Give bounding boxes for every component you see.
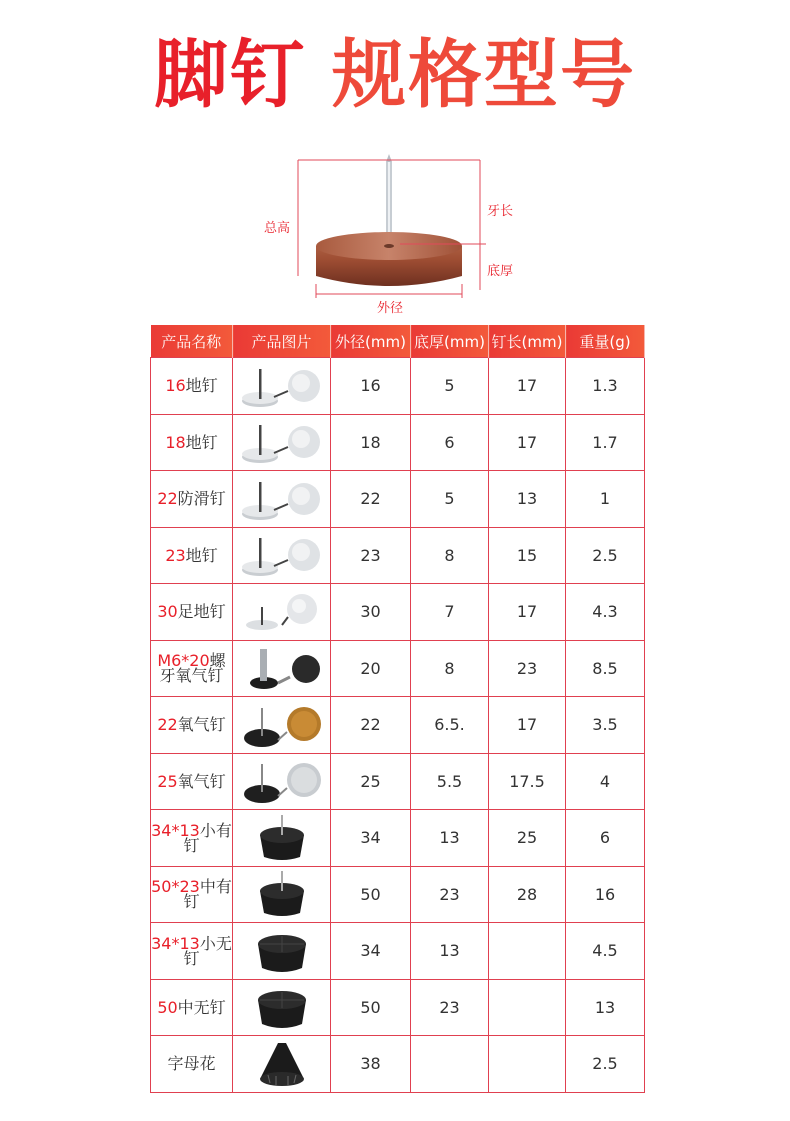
product-image <box>233 979 331 1036</box>
product-name <box>151 527 233 584</box>
table-header-row <box>151 325 645 358</box>
cell-base-thickness: 23 <box>411 979 489 1036</box>
table-row <box>151 866 645 923</box>
product-name-text: 小有钉 <box>183 820 232 855</box>
cell-outer-diameter: 22 <box>331 697 411 754</box>
product-name-text: 螺牙氧气钉 <box>159 651 226 686</box>
product-name <box>151 923 233 980</box>
cell-weight: 2.5 <box>566 527 645 584</box>
table-row <box>151 697 645 754</box>
cell-nail-length: 17.5 <box>489 753 566 810</box>
product-image <box>233 527 331 584</box>
cell-nail-length: 17 <box>489 414 566 471</box>
cell-weight: 4.5 <box>566 923 645 980</box>
table-row <box>151 753 645 810</box>
header-weight: 重量(g) <box>566 325 645 358</box>
cell-nail-length: 25 <box>489 810 566 867</box>
product-image <box>233 584 331 641</box>
cell-base-thickness: 6 <box>411 414 489 471</box>
product-name-text: 中无钉 <box>177 997 226 1017</box>
table-row <box>151 923 645 980</box>
cell-nail-length <box>489 1036 566 1093</box>
cell-nail-length: 23 <box>489 640 566 697</box>
product-name-number: 34*13 <box>151 933 200 953</box>
product-image <box>233 1036 331 1093</box>
product-name <box>151 1036 233 1093</box>
product-name-text: 字母花 <box>167 1054 216 1074</box>
cell-weight: 6 <box>566 810 645 867</box>
product-name-number: 50 <box>157 997 178 1017</box>
product-name <box>151 697 233 754</box>
product-name-number: M6*20 <box>157 651 210 671</box>
product-name <box>151 979 233 1036</box>
label-total-height: 总高 <box>264 221 291 236</box>
title-part2: 规格型号 <box>332 32 636 118</box>
product-name-text: 中有钉 <box>183 877 232 912</box>
table-row <box>151 414 645 471</box>
cell-weight: 4.3 <box>566 584 645 641</box>
cell-nail-length <box>489 979 566 1036</box>
product-name <box>151 584 233 641</box>
table-row <box>151 810 645 867</box>
product-name <box>151 414 233 471</box>
cell-weight: 16 <box>566 866 645 923</box>
cell-outer-diameter: 38 <box>331 1036 411 1093</box>
cell-outer-diameter: 22 <box>331 471 411 528</box>
cell-nail-length <box>489 923 566 980</box>
cell-outer-diameter: 16 <box>331 358 411 415</box>
nail-diagram-image <box>250 150 550 320</box>
product-name <box>151 471 233 528</box>
cell-nail-length: 15 <box>489 527 566 584</box>
cell-weight: 13 <box>566 979 645 1036</box>
cell-nail-length: 17 <box>489 358 566 415</box>
product-image <box>233 923 331 980</box>
product-name <box>151 810 233 867</box>
product-image <box>233 640 331 697</box>
product-name <box>151 358 233 415</box>
product-image <box>233 810 331 867</box>
table-row <box>151 358 645 415</box>
cell-outer-diameter: 50 <box>331 979 411 1036</box>
cell-weight: 1.7 <box>566 414 645 471</box>
cell-base-thickness: 7 <box>411 584 489 641</box>
header-outer-diameter: 外径(mm) <box>331 325 411 358</box>
product-image <box>233 358 331 415</box>
product-image <box>233 471 331 528</box>
table-row <box>151 471 645 528</box>
spec-table <box>150 325 645 1093</box>
cell-base-thickness: 8 <box>411 527 489 584</box>
product-name-text: 地钉 <box>185 376 218 396</box>
cell-base-thickness: 13 <box>411 810 489 867</box>
product-image <box>233 866 331 923</box>
cell-weight: 4 <box>566 753 645 810</box>
cell-outer-diameter: 20 <box>331 640 411 697</box>
table-row <box>151 584 645 641</box>
header-base-thickness: 底厚(mm) <box>411 325 489 358</box>
label-thread-length: 牙长 <box>487 204 514 219</box>
cell-base-thickness: 23 <box>411 866 489 923</box>
product-image <box>233 753 331 810</box>
table-row <box>151 527 645 584</box>
cell-outer-diameter: 34 <box>331 923 411 980</box>
product-name-text: 氧气钉 <box>177 715 226 735</box>
cell-nail-length: 28 <box>489 866 566 923</box>
product-name <box>151 753 233 810</box>
cell-base-thickness: 5.5 <box>411 753 489 810</box>
product-name-text: 氧气钉 <box>177 771 226 791</box>
product-name <box>151 640 233 697</box>
page-title <box>0 30 790 120</box>
product-name-number: 34*13 <box>151 820 200 840</box>
dimension-diagram <box>250 150 550 320</box>
title-part1: 脚钉 <box>154 32 306 118</box>
cell-weight: 3.5 <box>566 697 645 754</box>
product-name-number: 22 <box>157 715 178 735</box>
cell-base-thickness: 5 <box>411 471 489 528</box>
product-name-text: 足地钉 <box>177 602 226 622</box>
cell-base-thickness: 13 <box>411 923 489 980</box>
cell-outer-diameter: 30 <box>331 584 411 641</box>
cell-outer-diameter: 34 <box>331 810 411 867</box>
product-name-number: 18 <box>165 432 186 452</box>
product-image <box>233 697 331 754</box>
cell-outer-diameter: 18 <box>331 414 411 471</box>
product-name-text: 小无钉 <box>183 933 232 968</box>
cell-base-thickness: 5 <box>411 358 489 415</box>
cell-outer-diameter: 25 <box>331 753 411 810</box>
cell-nail-length: 13 <box>489 471 566 528</box>
label-base-thickness: 底厚 <box>487 264 514 279</box>
table-row <box>151 979 645 1036</box>
product-name-text: 地钉 <box>185 545 218 565</box>
product-name-number: 25 <box>157 771 178 791</box>
product-name-number: 22 <box>157 489 178 509</box>
cell-base-thickness: 8 <box>411 640 489 697</box>
cell-nail-length: 17 <box>489 584 566 641</box>
header-product-name: 产品名称 <box>151 325 233 358</box>
product-name-number: 16 <box>165 376 186 396</box>
cell-nail-length: 17 <box>489 697 566 754</box>
product-name-number: 50*23 <box>151 877 200 897</box>
cell-base-thickness: 6.5. <box>411 697 489 754</box>
cell-weight: 1 <box>566 471 645 528</box>
cell-weight: 2.5 <box>566 1036 645 1093</box>
label-outer-diameter: 外径 <box>377 301 404 316</box>
header-nail-length: 钉长(mm) <box>489 325 566 358</box>
product-image <box>233 414 331 471</box>
cell-outer-diameter: 50 <box>331 866 411 923</box>
product-name-text: 防滑钉 <box>177 489 226 509</box>
header-product-image: 产品图片 <box>233 325 331 358</box>
table-row <box>151 1036 645 1093</box>
cell-weight: 1.3 <box>566 358 645 415</box>
cell-base-thickness <box>411 1036 489 1093</box>
table-row <box>151 640 645 697</box>
cell-weight: 8.5 <box>566 640 645 697</box>
product-name-number: 30 <box>157 602 178 622</box>
product-name-number: 23 <box>165 545 186 565</box>
product-name-text: 地钉 <box>185 432 218 452</box>
cell-outer-diameter: 23 <box>331 527 411 584</box>
product-name <box>151 866 233 923</box>
